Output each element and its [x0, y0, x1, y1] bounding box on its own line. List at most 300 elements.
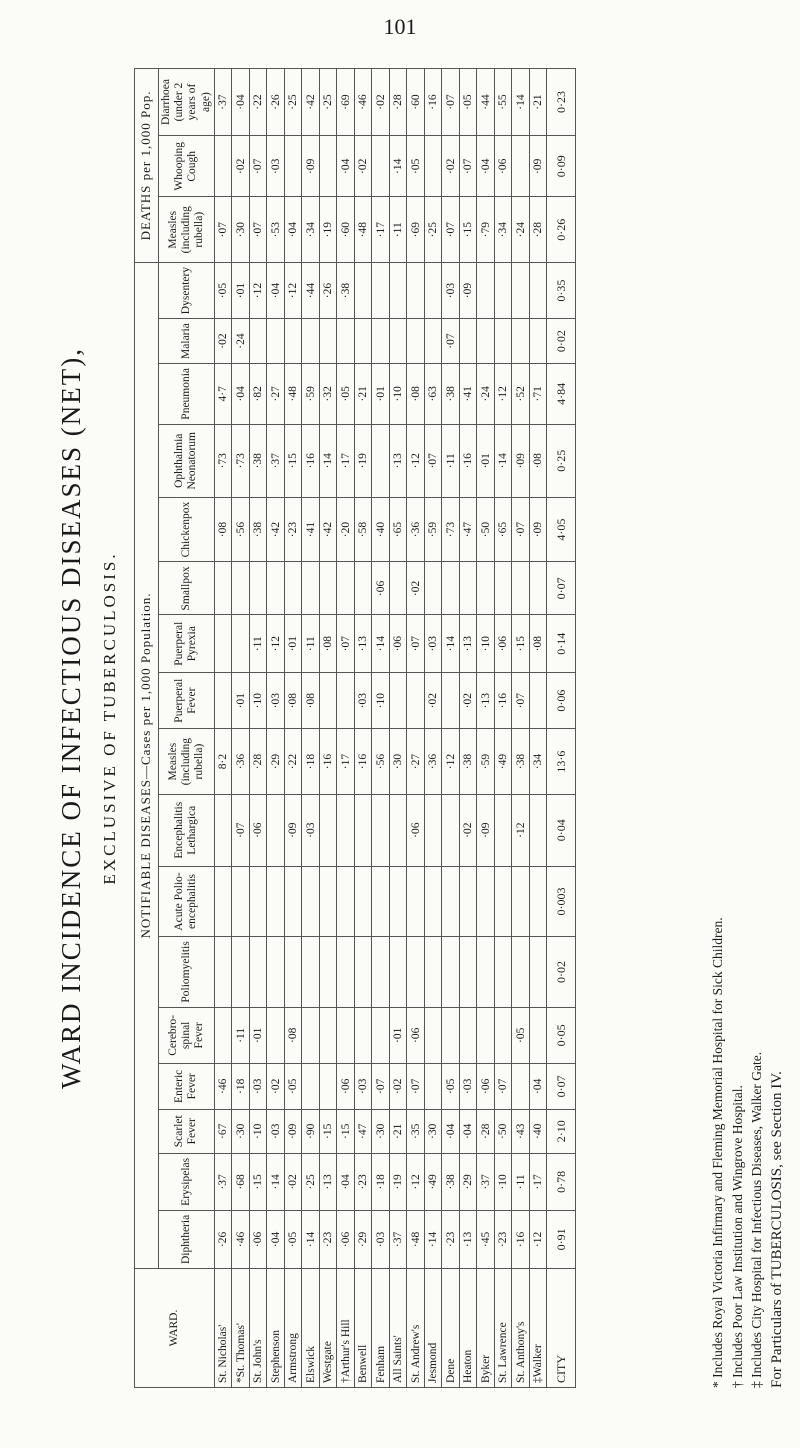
- rate-cell: [442, 672, 460, 728]
- rate-cell: [494, 319, 512, 364]
- rate-cell: ·38: [512, 729, 530, 794]
- rate-cell: ·90: [302, 1109, 320, 1153]
- rate-cell: [302, 1007, 320, 1063]
- rate-cell: [302, 866, 320, 937]
- rate-cell: [494, 562, 512, 615]
- city-total-row: [547, 69, 576, 1388]
- rate-cell: ·07: [512, 497, 530, 562]
- rate-cell: ·05: [214, 262, 232, 318]
- death-rate-cell: 0·23: [547, 69, 576, 136]
- rate-cell: ·46: [232, 1210, 250, 1268]
- rate-cell: ·29: [267, 729, 285, 794]
- rate-cell: 13·6: [547, 729, 576, 794]
- rate-cell: [389, 794, 407, 866]
- rate-cell: ·20: [337, 497, 355, 562]
- column-header: Smallpox: [158, 562, 214, 615]
- rate-cell: ·41: [459, 363, 477, 424]
- rate-cell: ·21: [389, 1109, 407, 1153]
- rate-cell: ·19: [389, 1153, 407, 1210]
- rate-cell: [319, 866, 337, 937]
- rate-cell: [214, 615, 232, 672]
- rate-cell: [354, 562, 372, 615]
- rate-cell: ·82: [249, 363, 267, 424]
- footnote-tuberculosis: For Particulars of TUBERCULOSIS, see Section IV.: [768, 1071, 785, 1388]
- rate-cell: [337, 866, 355, 937]
- rate-cell: ·13: [389, 424, 407, 497]
- death-rate-cell: 0·26: [547, 197, 576, 262]
- ward-name: Byker: [477, 1269, 495, 1388]
- rate-cell: [354, 866, 372, 937]
- death-rate-cell: ·07: [459, 136, 477, 197]
- rate-cell: ·49: [424, 1153, 442, 1210]
- rate-cell: ·50: [494, 1109, 512, 1153]
- rate-cell: 2·10: [547, 1109, 576, 1153]
- death-rate-cell: [214, 136, 232, 197]
- column-header: Chickenpox: [158, 497, 214, 562]
- rate-cell: ·29: [354, 1210, 372, 1268]
- table-row: [494, 69, 512, 1388]
- rate-cell: ·02: [424, 672, 442, 728]
- rate-cell: [529, 319, 547, 364]
- rate-cell: [284, 562, 302, 615]
- rate-cell: ·09: [477, 794, 495, 866]
- rate-cell: ·03: [424, 615, 442, 672]
- footnotes: [708, 68, 788, 1388]
- rate-cell: [249, 866, 267, 937]
- rate-cell: ·16: [302, 424, 320, 497]
- rate-cell: 0·07: [547, 562, 576, 615]
- rate-cell: [319, 794, 337, 866]
- rate-cell: ·01: [249, 1007, 267, 1063]
- rate-cell: ·05: [284, 1064, 302, 1110]
- death-rate-cell: ·69: [337, 69, 355, 136]
- death-rate-cell: ·03: [267, 136, 285, 197]
- table-row: [232, 69, 250, 1388]
- footnote-3: ‡ Includes City Hospital for Infectious Diseases, Walker Gate.: [749, 1051, 765, 1388]
- rate-cell: [214, 562, 232, 615]
- rate-cell: ·03: [442, 262, 460, 318]
- column-header: Poliomyelitis: [158, 937, 214, 1007]
- rate-cell: ·38: [337, 262, 355, 318]
- rate-cell: ·04: [442, 1109, 460, 1153]
- death-rate-cell: ·02: [372, 69, 390, 136]
- rate-cell: [424, 562, 442, 615]
- death-rate-cell: ·79: [477, 197, 495, 262]
- rate-cell: [267, 866, 285, 937]
- table-row: [249, 69, 267, 1388]
- rate-cell: ·08: [319, 615, 337, 672]
- rate-cell: [372, 319, 390, 364]
- death-rate-cell: ·11: [389, 197, 407, 262]
- rate-cell: ·06: [249, 794, 267, 866]
- rate-cell: ·07: [372, 1064, 390, 1110]
- rate-cell: ·26: [214, 1210, 232, 1268]
- death-rate-cell: ·25: [424, 197, 442, 262]
- rate-cell: [319, 672, 337, 728]
- rate-cell: [529, 794, 547, 866]
- rate-cell: [372, 866, 390, 937]
- rate-cell: ·17: [529, 1153, 547, 1210]
- column-header: Cerebro-spinal Fever: [158, 1007, 214, 1063]
- rate-cell: 0·04: [547, 794, 576, 866]
- rate-cell: ·13: [459, 1210, 477, 1268]
- rate-cell: ·42: [319, 497, 337, 562]
- rate-cell: [529, 562, 547, 615]
- rate-cell: ·01: [232, 672, 250, 728]
- death-rate-cell: ·02: [232, 136, 250, 197]
- rate-cell: ·05: [284, 1210, 302, 1268]
- rate-cell: [354, 319, 372, 364]
- deaths-group-header: DEATHS per 1,000 Pop.: [135, 69, 159, 263]
- rate-cell: [267, 1007, 285, 1063]
- rate-cell: ·11: [442, 424, 460, 497]
- rate-cell: ·14: [372, 615, 390, 672]
- rate-cell: ·30: [232, 1109, 250, 1153]
- rate-cell: [512, 1064, 530, 1110]
- table-row: [459, 69, 477, 1388]
- page-title: WARD INCIDENCE OF INFECTIOUS DISEASES (NET),: [56, 347, 86, 1089]
- rate-cell: ·35: [407, 1109, 425, 1153]
- rate-cell: ·16: [512, 1210, 530, 1268]
- table-row: [512, 69, 530, 1388]
- rate-cell: [337, 937, 355, 1007]
- rate-cell: ·11: [512, 1153, 530, 1210]
- ward-name: Elswick: [302, 1269, 320, 1388]
- rate-cell: ·12: [512, 794, 530, 866]
- rate-cell: ·03: [302, 794, 320, 866]
- rate-cell: ·07: [424, 424, 442, 497]
- rate-cell: [424, 319, 442, 364]
- table-row: [354, 69, 372, 1388]
- rate-cell: ·24: [232, 319, 250, 364]
- rate-cell: [512, 319, 530, 364]
- death-rate-cell: ·53: [267, 197, 285, 262]
- rate-cell: ·15: [337, 1109, 355, 1153]
- rate-cell: [302, 1064, 320, 1110]
- rate-cell: ·05: [512, 1007, 530, 1063]
- rate-cell: [319, 319, 337, 364]
- death-rate-cell: [372, 136, 390, 197]
- rate-cell: [424, 262, 442, 318]
- rate-cell: ·07: [407, 1064, 425, 1110]
- death-rate-cell: ·02: [442, 136, 460, 197]
- rate-cell: ·58: [354, 497, 372, 562]
- death-rate-cell: ·07: [214, 197, 232, 262]
- rate-cell: ·12: [407, 1153, 425, 1210]
- death-rate-cell: ·09: [302, 136, 320, 197]
- rate-cell: ·13: [354, 615, 372, 672]
- rate-cell: [284, 937, 302, 1007]
- column-header: Puerperal Pyrexia: [158, 615, 214, 672]
- rate-cell: 0·06: [547, 672, 576, 728]
- ward-name: Fenham: [372, 1269, 390, 1388]
- rate-cell: [267, 562, 285, 615]
- rate-cell: ·07: [232, 794, 250, 866]
- rate-cell: ·38: [249, 497, 267, 562]
- rate-cell: ·01: [372, 363, 390, 424]
- column-header: Measles (including rubella): [158, 729, 214, 794]
- rate-cell: [372, 937, 390, 1007]
- rate-cell: ·12: [267, 615, 285, 672]
- rate-cell: ·16: [319, 729, 337, 794]
- rate-cell: [389, 937, 407, 1007]
- death-rate-cell: ·24: [512, 197, 530, 262]
- rate-cell: ·26: [319, 262, 337, 318]
- ward-name: Westgate: [319, 1269, 337, 1388]
- rate-cell: 0·91: [547, 1210, 576, 1268]
- rate-cell: ·18: [372, 1153, 390, 1210]
- death-rate-cell: ·25: [284, 69, 302, 136]
- rate-cell: [354, 262, 372, 318]
- death-rate-cell: ·60: [407, 69, 425, 136]
- rate-cell: ·10: [494, 1153, 512, 1210]
- rate-cell: ·16: [459, 424, 477, 497]
- column-header: Puerperal Fever: [158, 672, 214, 728]
- rate-cell: [319, 1064, 337, 1110]
- rate-cell: ·02: [267, 1064, 285, 1110]
- rate-cell: [529, 866, 547, 937]
- ward-name: *St. Thomas': [232, 1269, 250, 1388]
- rate-cell: [232, 937, 250, 1007]
- death-rate-cell: ·05: [459, 69, 477, 136]
- death-rate-cell: ·09: [529, 136, 547, 197]
- rate-cell: ·56: [232, 497, 250, 562]
- rate-cell: ·11: [249, 615, 267, 672]
- rate-cell: 0·02: [547, 937, 576, 1007]
- death-rate-cell: ·04: [477, 136, 495, 197]
- rate-cell: ·73: [214, 424, 232, 497]
- rate-cell: ·38: [459, 729, 477, 794]
- rate-cell: [459, 319, 477, 364]
- rate-cell: [249, 937, 267, 1007]
- rate-cell: 0·003: [547, 866, 576, 937]
- rate-cell: [529, 937, 547, 1007]
- rate-cell: ·06: [494, 615, 512, 672]
- death-rate-cell: ·04: [284, 197, 302, 262]
- death-rate-cell: ·17: [372, 197, 390, 262]
- rate-cell: ·10: [389, 363, 407, 424]
- rate-cell: ·46: [214, 1064, 232, 1110]
- ward-name: St. John's: [249, 1269, 267, 1388]
- footnote-2: † Includes Poor Law Institution and Wingrove Hospital.: [729, 1085, 745, 1388]
- rate-cell: [477, 262, 495, 318]
- rate-cell: ·36: [232, 729, 250, 794]
- rate-cell: ·01: [477, 424, 495, 497]
- rate-cell: ·12: [407, 424, 425, 497]
- rate-cell: ·03: [267, 672, 285, 728]
- rate-cell: [302, 937, 320, 1007]
- rate-cell: ·49: [494, 729, 512, 794]
- ward-name: ‡Walker: [529, 1269, 547, 1388]
- rate-cell: ·08: [302, 672, 320, 728]
- rate-cell: [232, 866, 250, 937]
- rate-cell: ·04: [267, 262, 285, 318]
- rate-cell: [424, 1064, 442, 1110]
- death-rate-cell: ·42: [302, 69, 320, 136]
- column-header: Scarlet Fever: [158, 1109, 214, 1153]
- rate-cell: ·32: [319, 363, 337, 424]
- rate-cell: ·17: [337, 424, 355, 497]
- rate-cell: ·06: [407, 1007, 425, 1063]
- rate-cell: ·47: [354, 1109, 372, 1153]
- rate-cell: [512, 937, 530, 1007]
- rate-cell: ·07: [407, 615, 425, 672]
- rate-cell: ·07: [494, 1064, 512, 1110]
- death-rate-cell: ·02: [354, 136, 372, 197]
- table-row: [442, 69, 460, 1388]
- rate-cell: [459, 866, 477, 937]
- rate-cell: ·38: [442, 1153, 460, 1210]
- rate-cell: [442, 866, 460, 937]
- table-row: [424, 69, 442, 1388]
- rate-cell: [407, 672, 425, 728]
- rate-cell: [442, 937, 460, 1007]
- rate-cell: 4·7: [214, 363, 232, 424]
- rate-cell: ·68: [232, 1153, 250, 1210]
- rate-cell: ·14: [442, 615, 460, 672]
- rate-cell: [214, 1007, 232, 1063]
- rate-cell: [477, 866, 495, 937]
- rate-cell: ·03: [354, 672, 372, 728]
- rate-cell: 0·05: [547, 1007, 576, 1063]
- rate-cell: [407, 866, 425, 937]
- column-header: Dysentery: [158, 262, 214, 318]
- rate-cell: ·11: [232, 1007, 250, 1063]
- rate-cell: ·11: [302, 615, 320, 672]
- ward-name: Dene: [442, 1269, 460, 1388]
- table-row: [302, 69, 320, 1388]
- rate-cell: ·12: [284, 262, 302, 318]
- rate-cell: [214, 937, 232, 1007]
- rate-cell: ·24: [477, 363, 495, 424]
- rate-cell: [214, 794, 232, 866]
- rate-cell: [372, 1007, 390, 1063]
- death-column-header: Whooping Cough: [158, 136, 214, 197]
- rate-cell: ·03: [372, 1210, 390, 1268]
- rate-cell: ·06: [337, 1210, 355, 1268]
- rate-cell: ·12: [249, 262, 267, 318]
- rate-cell: 0·78: [547, 1153, 576, 1210]
- rate-cell: 0·25: [547, 424, 576, 497]
- death-rate-cell: ·07: [442, 69, 460, 136]
- page-subtitle: EXCLUSIVE OF TUBERCULOSIS.: [100, 551, 119, 885]
- rate-cell: [319, 1007, 337, 1063]
- death-column-header: Diarrhoea (under 2 years of age): [158, 69, 214, 136]
- rate-cell: [512, 866, 530, 937]
- rate-cell: 0·02: [547, 319, 576, 364]
- rate-cell: ·42: [267, 497, 285, 562]
- rate-cell: ·04: [267, 1210, 285, 1268]
- death-rate-cell: ·48: [354, 197, 372, 262]
- death-rate-cell: ·46: [354, 69, 372, 136]
- rate-cell: [477, 562, 495, 615]
- rate-cell: [407, 937, 425, 1007]
- rate-cell: ·05: [442, 1064, 460, 1110]
- rate-cell: ·08: [529, 615, 547, 672]
- rate-cell: [442, 1007, 460, 1063]
- column-header: Diphtheria: [158, 1210, 214, 1268]
- rate-cell: [512, 562, 530, 615]
- rate-cell: ·02: [284, 1153, 302, 1210]
- rate-cell: [337, 794, 355, 866]
- rate-cell: [214, 866, 232, 937]
- rate-cell: ·04: [232, 363, 250, 424]
- column-header: Encephalitis Lethargica: [158, 794, 214, 866]
- rate-cell: [529, 262, 547, 318]
- rate-cell: ·09: [459, 262, 477, 318]
- rate-cell: [249, 562, 267, 615]
- rate-cell: [337, 672, 355, 728]
- rate-cell: ·14: [319, 424, 337, 497]
- death-rate-cell: ·04: [232, 69, 250, 136]
- rate-cell: ·43: [512, 1109, 530, 1153]
- column-header: Acute Polio-encephalitis: [158, 866, 214, 937]
- rate-cell: [459, 562, 477, 615]
- rate-cell: ·02: [407, 562, 425, 615]
- rate-cell: 0·07: [547, 1064, 576, 1110]
- rate-cell: [372, 794, 390, 866]
- table-row: [407, 69, 425, 1388]
- rate-cell: ·09: [529, 497, 547, 562]
- incidence-table: [134, 68, 576, 1388]
- rate-cell: ·08: [284, 672, 302, 728]
- ward-name: Armstrong: [284, 1269, 302, 1388]
- death-rate-cell: ·55: [494, 69, 512, 136]
- death-rate-cell: ·21: [529, 69, 547, 136]
- rate-cell: ·14: [302, 1210, 320, 1268]
- rate-cell: ·08: [529, 424, 547, 497]
- rate-cell: ·15: [249, 1153, 267, 1210]
- rate-cell: ·06: [337, 1064, 355, 1110]
- rate-cell: [494, 866, 512, 937]
- rate-cell: ·30: [389, 729, 407, 794]
- rate-cell: ·12: [529, 1210, 547, 1268]
- rate-cell: [407, 262, 425, 318]
- column-header: Enteric Fever: [158, 1064, 214, 1110]
- rate-cell: ·06: [389, 615, 407, 672]
- rate-cell: ·08: [214, 497, 232, 562]
- table-row: [389, 69, 407, 1388]
- death-rate-cell: [512, 136, 530, 197]
- ward-name: St. Anthony's: [512, 1269, 530, 1388]
- rate-cell: [389, 262, 407, 318]
- rate-cell: ·38: [249, 424, 267, 497]
- death-rate-cell: ·30: [232, 197, 250, 262]
- table-row: [284, 69, 302, 1388]
- rate-cell: [267, 319, 285, 364]
- rate-cell: ·27: [407, 729, 425, 794]
- rate-cell: ·23: [284, 497, 302, 562]
- rate-cell: ·18: [302, 729, 320, 794]
- rate-cell: ·07: [337, 615, 355, 672]
- rate-cell: ·44: [302, 262, 320, 318]
- rate-cell: [477, 1007, 495, 1063]
- rate-cell: [512, 262, 530, 318]
- rate-cell: [494, 1007, 512, 1063]
- rate-cell: [494, 262, 512, 318]
- death-rate-cell: ·22: [249, 69, 267, 136]
- rate-cell: ·03: [267, 1109, 285, 1153]
- rate-cell: ·07: [512, 672, 530, 728]
- ward-name: Benwell: [354, 1269, 372, 1388]
- rate-cell: ·48: [284, 363, 302, 424]
- rate-cell: 0·35: [547, 262, 576, 318]
- rate-cell: ·63: [424, 363, 442, 424]
- rate-cell: ·45: [477, 1210, 495, 1268]
- page-number: 101: [383, 14, 417, 39]
- column-header: Erysipelas: [158, 1153, 214, 1210]
- rate-cell: ·06: [477, 1064, 495, 1110]
